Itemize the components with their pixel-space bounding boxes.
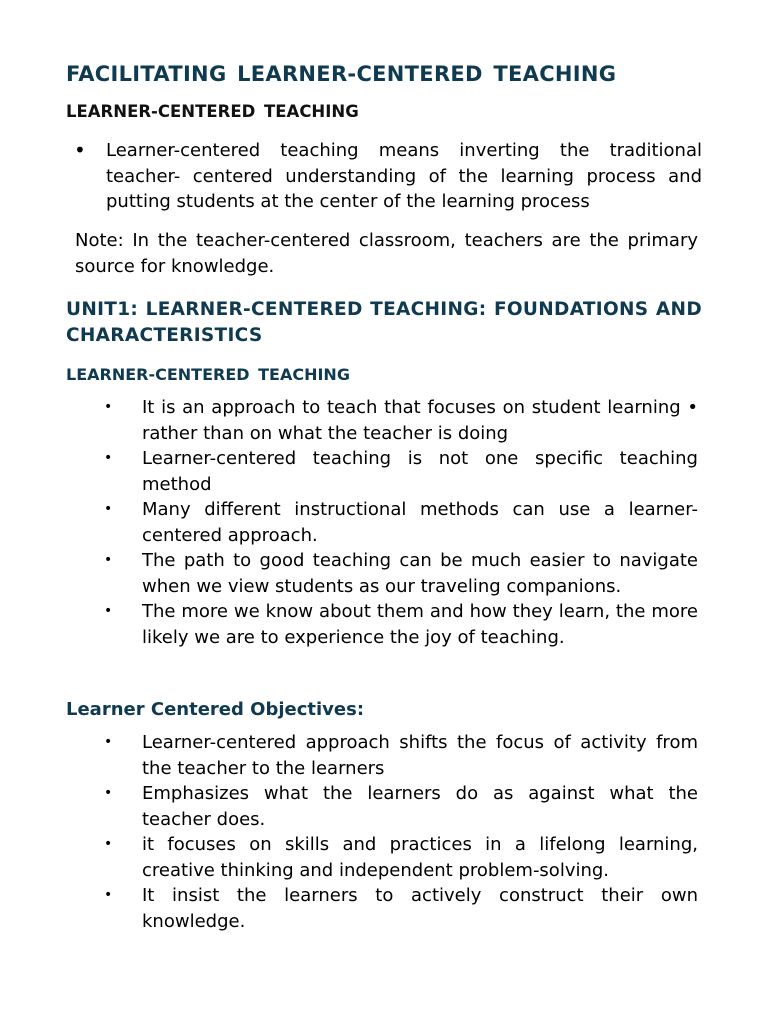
bullet-icon: • [74, 138, 86, 162]
section-bullet-item-text: The path to good teaching can be much easier to navigate when we view students as our traveling companions. [142, 550, 698, 597]
bullet-icon: • [104, 836, 113, 852]
objective-bullet-item-text: Emphasizes what the learners do as against what the teacher does. [142, 783, 698, 830]
objective-bullet-item [104, 781, 698, 832]
bullet-icon: • [104, 887, 113, 903]
objective-bullet-item [104, 730, 698, 781]
bullet-icon: • [104, 399, 113, 415]
bullet-icon: • [104, 734, 113, 750]
objective-bullet-item [104, 883, 698, 934]
section-bullet-list [104, 395, 698, 650]
objective-bullet-item [104, 832, 698, 883]
document-subtitle: LEARNER-CENTERED TEACHING [66, 102, 359, 121]
unit-title: UNIT1: LEARNER-CENTERED TEACHING: FOUNDATIONS AND CHARACTERISTICS [66, 299, 702, 346]
section-bullet-item-text: Many different instructional methods can use a learner-centered approach. [142, 499, 698, 546]
objectives-title: Learner Centered Objectives: [66, 699, 365, 720]
document-title: FACILITATING LEARNER-CENTERED TEACHING [66, 62, 617, 86]
section-title: LEARNER-CENTERED TEACHING [66, 365, 350, 384]
intro-bullet-item [74, 138, 702, 215]
section-bullet-item [104, 446, 698, 497]
intro-bullet-text: Learner-centered teaching means inverting the traditional teacher- centered understanding of the learning process and putting students at the center of the learning process [106, 140, 702, 212]
section-bullet-item [104, 599, 698, 650]
objective-bullet-item-text: it focuses on skills and practices in a lifelong learning, creative thinking and independent problem-solving. [142, 834, 698, 881]
section-bullet-item-text: It is an approach to teach that focuses on student learning • rather than on what the teacher is doing [142, 397, 698, 444]
objectives-bullet-list [104, 730, 698, 934]
objective-bullet-item-text: It insist the learners to actively construct their own knowledge. [142, 885, 698, 932]
note-paragraph: Note: In the teacher-centered classroom, teachers are the primary source for knowledge. [75, 230, 698, 277]
section-bullet-item [104, 497, 698, 548]
section-bullet-item [104, 395, 698, 446]
objective-bullet-item-text: Learner-centered approach shifts the focus of activity from the teacher to the learners [142, 732, 698, 779]
section-bullet-item [104, 548, 698, 599]
section-bullet-item-text: The more we know about them and how they learn, the more likely we are to experience the joy of teaching. [142, 601, 698, 648]
bullet-icon: • [104, 552, 113, 568]
bullet-icon: • [104, 603, 113, 619]
section-bullet-item-text: Learner-centered teaching is not one specific teaching method [142, 448, 698, 495]
bullet-icon: • [104, 501, 113, 517]
bullet-icon: • [104, 450, 113, 466]
bullet-icon: • [104, 785, 113, 801]
